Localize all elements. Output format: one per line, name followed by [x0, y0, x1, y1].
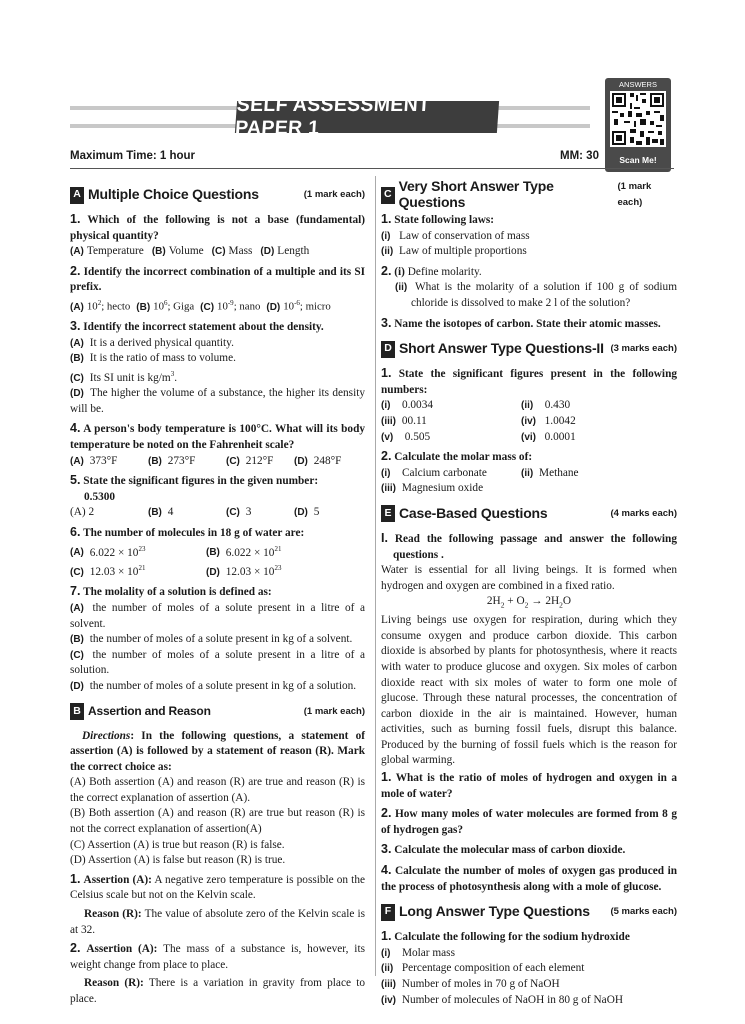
choice: (A) Both assertion (A) and reason (R) are true and reason (R) is the correct explanation of assertion (A).: [70, 776, 365, 804]
passage: Water is essential for all living beings. It is formed when hydrogen and oxygen are combined in a fixed ratio.: [381, 564, 677, 592]
question: 2. How many moles of water molecules are formed from 8 g of hydrogen gas?: [381, 806, 677, 836]
directions: Directions: In the following questions, a statement of assertion (A) is followed by a statement of reason (R). Mark the correct choice as:: [70, 729, 365, 773]
options: (A) $10^2$; hecto (B) $10^6$; Giga (C) $10^{-9}$; nano (D) $10^{-6}$; micro: [70, 298, 331, 313]
section-badge: F: [381, 904, 395, 921]
section-marks: (1 mark each): [303, 189, 365, 201]
choice: (D) Assertion (A) is false but reason (R) is true.: [70, 854, 286, 867]
question: 6. The number of molecules in 18 g of water are:: [70, 525, 305, 540]
question: 4. A person's body temperature is 100°C. What will its body temperature be noted on the Fahrenheit scale?: [70, 421, 365, 452]
sub-items: (i) 0.0034 (ii) 0.430 (iii) 00.11 (iv) 1.0042 (v) 0.505 (vi) 0.0001: [381, 399, 576, 443]
section-b-header: [70, 701, 365, 723]
question: 1. State the significant figures present in the following numbers:: [381, 366, 678, 396]
section-marks: (3 marks each): [610, 343, 677, 355]
sub-items: (i) Calcium carbonate (ii) Methane: [381, 466, 579, 479]
choice: (B) Both assertion (A) and reason (R) are true but reason (R) is not the correct explanation of assertion(A): [70, 807, 365, 836]
options: (A) Temperature (B) Volume (C) Mass (D) Length: [70, 245, 310, 258]
option: (A) It is a derived physical quantity.: [70, 336, 234, 349]
option: (D) the number of moles of a solute present in kg of a solution.: [70, 679, 357, 692]
options: (A) 2 (B) 4 (C) 3 (D) 5: [70, 506, 320, 519]
option: (B) the number of moles of a solute present in kg of a solvent.: [70, 633, 353, 646]
max-time: Maximum Time: 1 hour: [70, 150, 196, 162]
question: 4. Calculate the number of moles of oxygen gas produced in the process of photosynthesis along with a mole of glucose.: [381, 863, 677, 893]
section-title: Very Short Answer Type Questions: [398, 178, 554, 210]
section-a-header: [70, 184, 365, 206]
options: (A) 373°F (B) 273°F (C) 212°F (D) 248°F: [70, 454, 342, 467]
section-marks: (4 marks each): [610, 508, 677, 520]
given-number: 0.5300: [84, 490, 116, 503]
passage: Living beings use oxygen for respiration, during which they consume oxygen and produce carbon dioxide. This carbon dioxide is absorbed by plants for photosynthesis, where it reacts with water to produce glucose and oxygen. Six moles of carbon dioxide react with six moles of water to form one mole of glucose. Through these natural processes, the concentration of carbon dioxide in the air is maintained. However, human activities, such as burning fossil fuels, disrupt this balance. Produced by the burning of fossil fuels which is the reason for global warming.: [381, 614, 677, 767]
reason: Reason (R): There is a variation in gravity from place to place.: [70, 977, 365, 1006]
question: 1. Which of the following is not a base (fundamental) physical quantity?: [70, 212, 366, 242]
sub-item: (i) Molar mass: [381, 946, 455, 959]
section-title: Short Answer Type Questions-II: [399, 340, 604, 357]
question: 2. Calculate the molar mass of:: [381, 449, 533, 464]
assertion: 1. Assertion (A): A negative zero temperature is possible on the Celsius scale but not on the Kelvin scale.: [70, 871, 365, 902]
section-badge: D: [381, 341, 395, 358]
case-intro: I. Read the following passage and answer the following questions .: [381, 530, 677, 561]
section-c-header: [381, 178, 677, 210]
sub-item: (iii) Magnesium oxide: [381, 482, 484, 495]
sub-item: (ii) Law of multiple proportions: [381, 245, 527, 258]
question: 1. What is the ratio of moles of hydrogen and oxygen in a mole of water?: [381, 770, 677, 800]
option: (C) the number of moles of a solute present in a litre of a solution.: [70, 648, 366, 677]
section-title: Multiple Choice Questions: [88, 186, 259, 203]
assertion: 2. Assertion (A): The mass of a substance is, however, its weight change from place to place.: [70, 941, 365, 971]
sub-item: (iii) Number of moles in 70 g of NaOH: [381, 978, 560, 990]
question: 7. The molality of a solution is defined as:: [70, 584, 272, 599]
section-e-header: [381, 503, 677, 525]
max-marks: MM: 30: [560, 150, 599, 162]
question: 3. Identify the incorrect statement about the density.: [70, 319, 324, 334]
sub-item: (ii) Percentage composition of each element: [381, 962, 585, 975]
right-column: [381, 178, 678, 1008]
option: (D) The higher the volume of a substance, the higher its density will be.: [70, 387, 365, 415]
option: (A) the number of moles of a solute present in a litre of a solvent.: [70, 601, 366, 630]
sub-item: (ii) What is the molarity of a solution if 100 g of sodium chloride is dissolved to make 2 l of the solution?: [395, 281, 677, 309]
question: 1. State following laws:: [381, 212, 495, 226]
question: 5. State the significant figures in the given number:: [70, 473, 319, 488]
question: 3. Calculate the molecular mass of carbon dioxide.: [381, 842, 626, 857]
question: 1. Calculate the following for the sodium hydroxide: [381, 929, 630, 944]
question: 2. (i) Define molarity.: [381, 263, 482, 278]
sub-item: (iv) Number of molecules of NaOH in 80 g of NaOH: [381, 993, 624, 1006]
section-d-header: [381, 338, 677, 360]
section-f-header: [381, 901, 677, 923]
qr-code-panel[interactable]: [605, 78, 671, 172]
left-column: [70, 184, 365, 1008]
choice: (C) Assertion (A) is true but reason (R) is false.: [70, 838, 285, 851]
section-badge: E: [381, 505, 395, 522]
reason: Reason (R): The value of absolute zero of the Kelvin scale is at 32.: [70, 908, 365, 936]
sub-item: (i) Law of conservation of mass: [381, 229, 530, 242]
section-marks: (1 mark each): [617, 181, 652, 208]
section-badge: C: [381, 187, 395, 204]
equation: $2H_2 + O_2 \to 2H_2O$: [486, 595, 572, 610]
section-badge: A: [70, 187, 84, 204]
section-marks: (1 mark each): [303, 705, 365, 717]
question: 3. Name the isotopes of carbon. State their atomic masses.: [381, 315, 661, 330]
section-title: Long Answer Type Questions: [399, 903, 590, 920]
column-divider: [375, 176, 376, 976]
header-divider: [70, 168, 674, 169]
qr-top-label: ANSWERS: [619, 80, 657, 89]
section-marks: (5 marks each): [610, 906, 677, 918]
question: 2. Identify the incorrect combination of a multiple and its SI prefix.: [70, 263, 365, 294]
option: (C) Its SI unit is $kg/m^3$.: [70, 369, 178, 384]
option: (B) It is the ratio of mass to volume.: [70, 352, 236, 365]
qr-code-icon[interactable]: [610, 91, 666, 147]
section-badge: B: [70, 703, 84, 720]
section-title: Assertion and Reason: [88, 703, 211, 718]
options: (A) $6.022 \times 10^{23}$ (B) $6.022 \times 10^{21}$ (C) $12.03 \times 10^{21}$ (D) $12.03 \times 10^{23}$: [70, 544, 282, 578]
paper-title: SELF ASSESSMENT PAPER 1: [235, 101, 499, 133]
section-title: Case-Based Questions: [399, 505, 548, 522]
qr-bottom-label: Scan Me!: [619, 155, 657, 165]
